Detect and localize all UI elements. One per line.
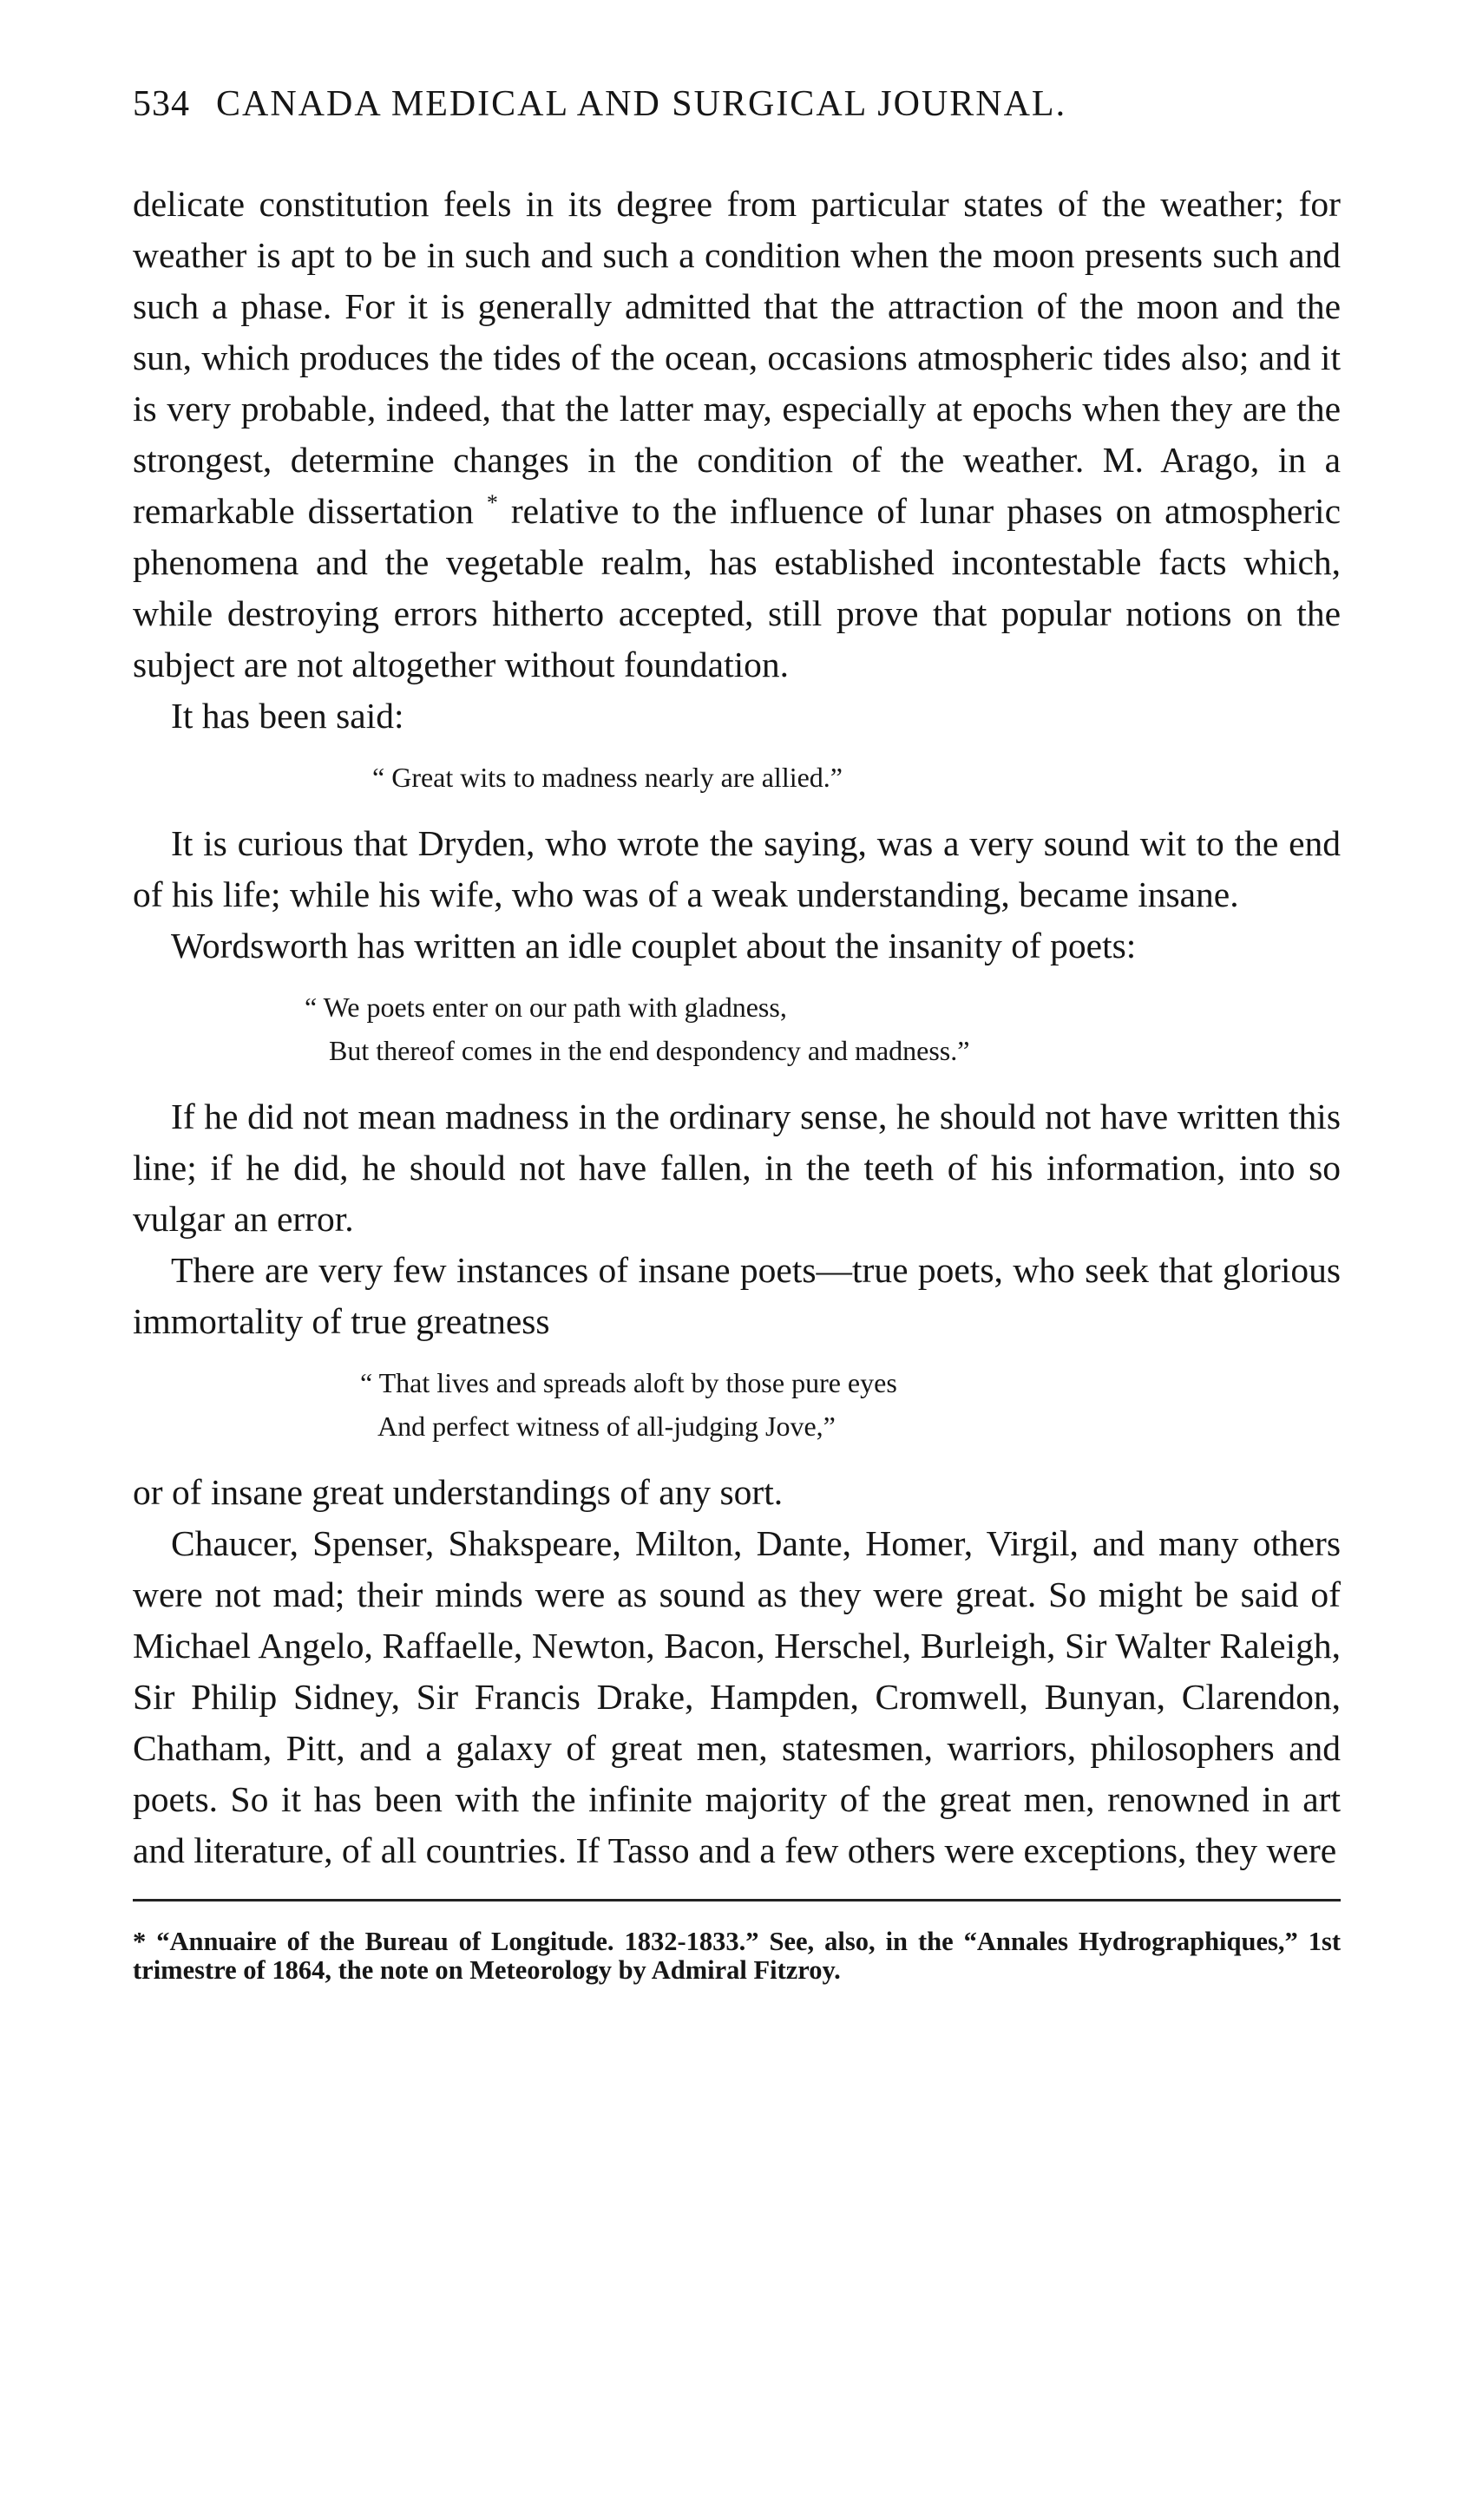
quote-jove: [133, 1361, 1341, 1448]
footnote-reference: *: [486, 490, 498, 516]
footnote: * “Annuaire of the Bureau of Longitude. 1832-1833.” See, also, in the “Annales Hydrographiques,” 1st trimestre of 1864, the note on Meteorology by Admiral Fitzroy.: [133, 1927, 1341, 1985]
paragraph-it-has-been-said: It has been said:: [171, 696, 404, 736]
paragraph-understandings: or of insane great understandings of any sort.: [133, 1472, 784, 1512]
journal-title: CANADA MEDICAL AND SURGICAL JOURNAL.: [216, 84, 1067, 124]
paragraph-dryden: It is curious that Dryden, who wrote the saying, was a very sound wit to the end of his life; while his wife, who was of a weak understanding, became insane.: [133, 823, 1341, 914]
article-body: [133, 179, 1341, 1876]
paragraph-wordsworth: Wordsworth has written an idle couplet about the insanity of poets:: [171, 926, 1137, 965]
paragraph-great-men: Chaucer, Spenser, Shakspeare, Milton, Dante, Homer, Virgil, and many others were not mad; their minds were as sound as they were great. So might be said of Michael Angelo, Raffaelle, Newton, Bacon, Herschel, Burleigh, Sir Walter Raleigh, Sir Philip Sidney, Sir Francis Drake, Hampden, Cromwell, Bunyan, Clarendon, Chatham, Pitt, and a galaxy of great men, statesmen, warriors, philosophers and poets. So it has been with the infinite majority of the great men, renowned in art and literature, of all countries. If Tasso and a few others were exceptions, they were: [133, 1523, 1341, 1870]
quote-dryden: [133, 756, 1341, 799]
paragraph-insane-poets: There are very few instances of insane poets—true poets, who seek that glorious immortality of true greatness: [133, 1250, 1341, 1341]
page-number: 534: [133, 84, 190, 124]
paragraph-moon-weather: [133, 179, 1341, 691]
quote-wordsworth: [133, 985, 1341, 1072]
paragraph-ordinary-sense: If he did not mean madness in the ordinary sense, he should not have written this line; if he did, he should not have fallen, in the teeth of his information, into so vulgar an error.: [133, 1096, 1341, 1239]
footnote-divider: [133, 1899, 1341, 1901]
quote-line: But thereof comes in the end despondency and madness.”: [329, 1035, 970, 1066]
quote-line: “ That lives and spreads aloft by those pure eyes: [360, 1367, 897, 1398]
quote-line: “ We poets enter on our path with gladness,: [305, 992, 787, 1023]
paragraph-text-continued: relative to the influence of lunar phases on atmospheric phenomena and the vegetable realm, has established incontestable facts which, while destroying errors hitherto accepted, still prove that popular notions on the subject are not altogether without foundation.: [133, 491, 1342, 684]
quote-line: And perfect witness of all-judging Jove,”: [377, 1411, 836, 1442]
journal-page: [133, 83, 1341, 2012]
running-header: [133, 83, 1341, 144]
paragraph-text: delicate constitution feels in its degree from particular states of the weather; for weather is apt to be in such and such a condition when the moon presents such and such a phase. For it is generally admitted that the attraction of the moon and the sun, which produces the tides of the ocean, occasions atmospheric tides also; and it is very probable, indeed, that the latter may, especially at epochs when they are the strongest, determine changes in the condition of the weather. M. Arago, in a remarkable dissertation: [133, 184, 1341, 531]
quote-line: “ Great wits to madness nearly are allied.”: [372, 762, 843, 793]
